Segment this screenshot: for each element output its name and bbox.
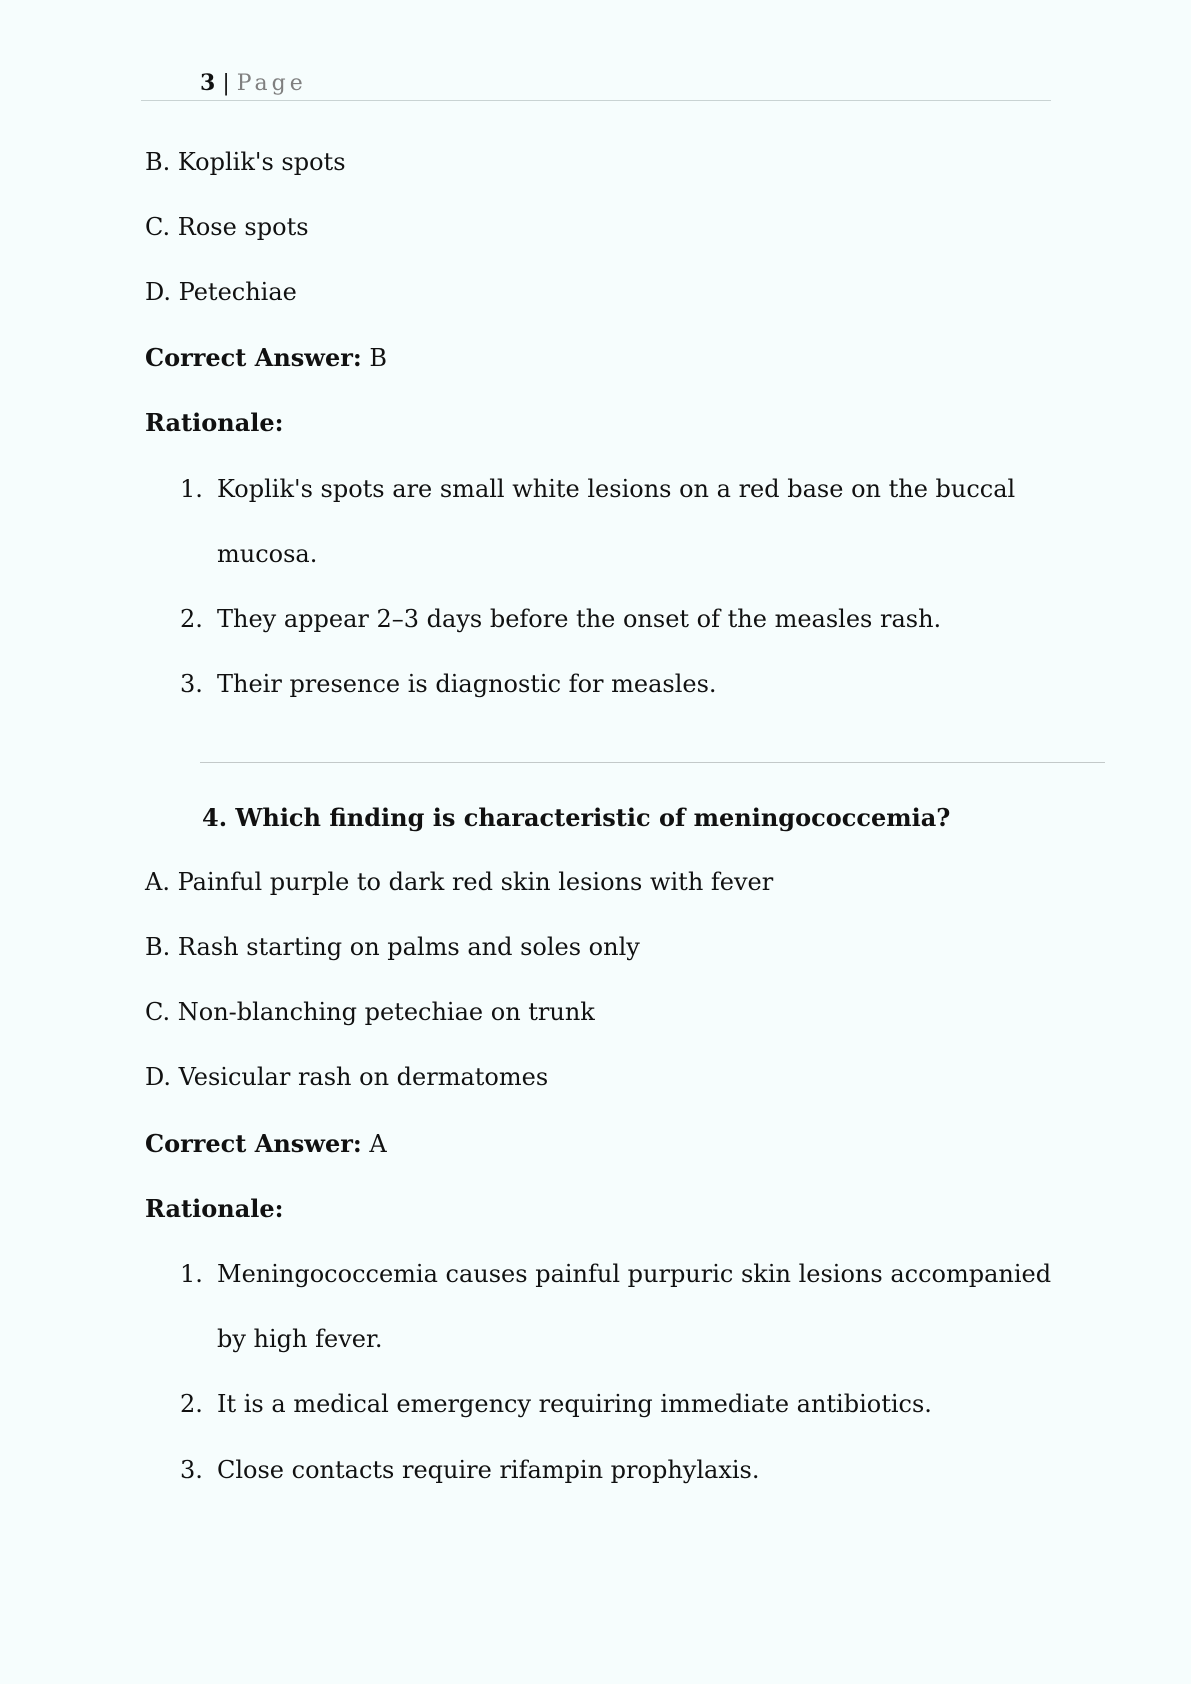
q4-rationale-text: Meningococcemia causes painful purpuric skin lesions accompanied — [217, 1260, 1052, 1288]
q3-rationale-text: Their presence is diagnostic for measles. — [217, 670, 717, 698]
q4-rationale-number: 1. — [180, 1260, 203, 1288]
q4-rationale-text: It is a medical emergency requiring immediate antibiotics. — [217, 1390, 932, 1418]
q4-rationale-text-continued: by high fever. — [217, 1325, 383, 1353]
q3-rationale-text: They appear 2–3 days before the onset of the measles rash. — [217, 605, 942, 633]
q4-option-d: D. Vesicular rash on dermatomes — [145, 1063, 549, 1091]
q4-option-a: A. Painful purple to dark red skin lesions with fever — [145, 868, 774, 896]
q3-answer-value: B — [369, 344, 388, 372]
q3-rationale-heading: Rationale: — [145, 408, 284, 437]
q3-option-d: D. Petechiae — [145, 278, 297, 306]
q3-rationale-number: 2. — [180, 605, 203, 633]
page-separator: | — [222, 71, 231, 96]
header-rule — [141, 100, 1051, 101]
q3-rationale-text: Koplik's spots are small white lesions on a red base on the buccal — [217, 475, 1016, 503]
q4-rationale-heading: Rationale: — [145, 1194, 284, 1223]
q3-rationale-number: 3. — [180, 670, 203, 698]
q3-option-c: C. Rose spots — [145, 213, 309, 241]
q4-rationale-number: 3. — [180, 1456, 203, 1484]
page-label: Page — [236, 71, 307, 96]
page-number: 3 — [200, 70, 217, 96]
q3-correct-answer — [145, 343, 387, 372]
q4-option-c: C. Non-blanching petechiae on trunk — [145, 998, 595, 1026]
page-header — [200, 70, 307, 96]
q4-rationale-number: 2. — [180, 1390, 203, 1418]
q3-option-b: B. Koplik's spots — [145, 148, 346, 176]
q3-rationale-number: 1. — [180, 475, 203, 503]
q3-rationale-text-continued: mucosa. — [217, 540, 318, 568]
q4-answer-value: A — [369, 1130, 387, 1158]
q4-answer-label: Correct Answer: — [145, 1129, 362, 1158]
q3-answer-label: Correct Answer: — [145, 343, 362, 372]
q4-correct-answer — [145, 1129, 387, 1158]
q4-option-b: B. Rash starting on palms and soles only — [145, 933, 640, 961]
q4-rationale-text: Close contacts require rifampin prophylaxis. — [217, 1456, 760, 1484]
section-divider — [200, 762, 1105, 763]
q4-title: 4. Which finding is characteristic of meningococcemia? — [202, 803, 951, 832]
